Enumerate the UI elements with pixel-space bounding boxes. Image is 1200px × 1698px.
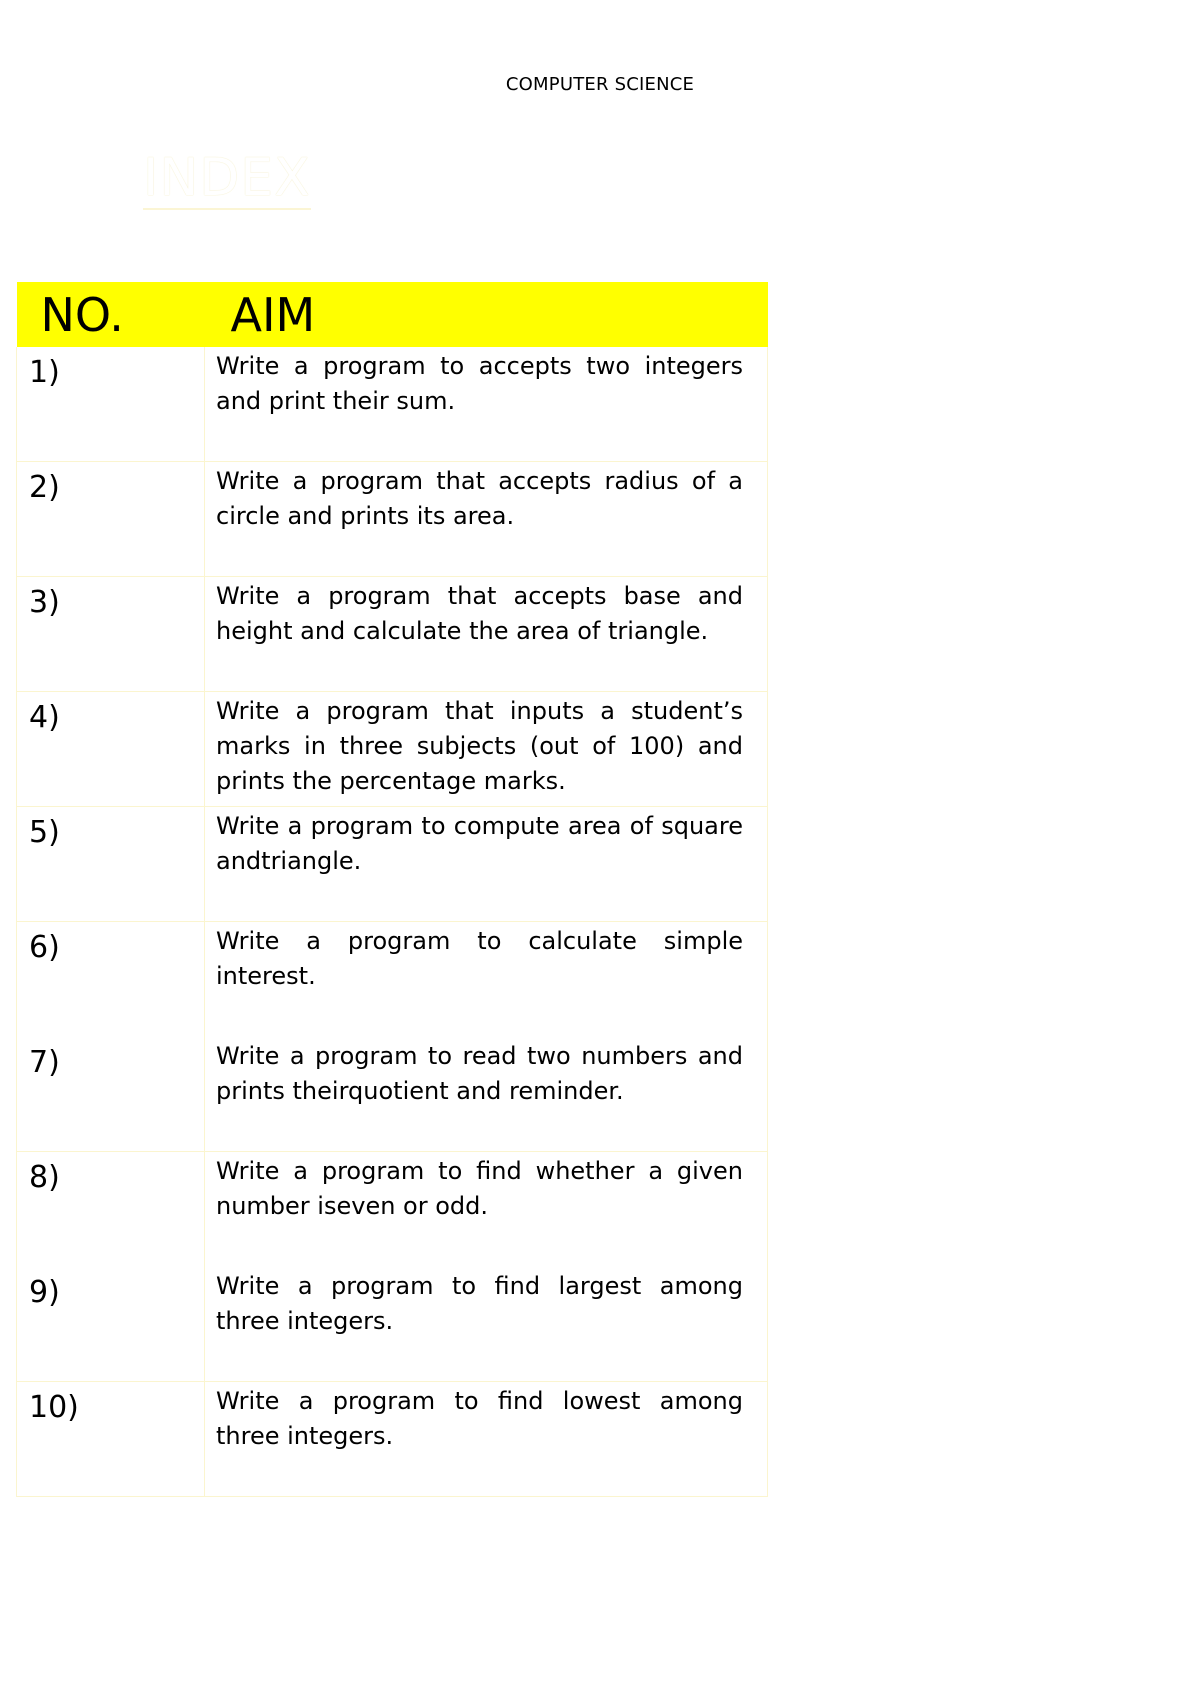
row-number: 3): [29, 585, 60, 620]
table-row: [17, 347, 768, 462]
table-row: [17, 692, 768, 807]
table-row: [17, 807, 768, 922]
table-header-row: [17, 282, 768, 347]
column-header-aim: AIM: [205, 282, 768, 347]
table-row: [17, 577, 768, 692]
row-aim: Write a program to calculate simple interest.: [216, 927, 743, 990]
row-number: 6): [29, 930, 60, 965]
row-aim: Write a program to find whether a given number iseven or odd.: [216, 1157, 743, 1220]
row-number-cell: [17, 1382, 205, 1497]
index-title: INDEX: [143, 148, 311, 208]
row-number: 8): [29, 1160, 60, 1195]
table-row: [17, 1267, 768, 1382]
row-aim-cell: [205, 577, 768, 692]
row-number-cell: [17, 807, 205, 922]
row-number: 7): [29, 1045, 60, 1080]
page-header: COMPUTER SCIENCE: [505, 74, 695, 95]
row-number: 1): [29, 355, 60, 390]
row-number-cell: [17, 692, 205, 807]
row-aim-cell: [205, 1152, 768, 1267]
row-aim-cell: [205, 807, 768, 922]
row-number-cell: [17, 1267, 205, 1382]
row-aim: Write a program to compute area of square andtriangle.: [216, 812, 743, 875]
row-aim-cell: [205, 1037, 768, 1152]
row-number: 2): [29, 470, 60, 505]
row-number-cell: [17, 347, 205, 462]
row-number: 9): [29, 1275, 60, 1310]
row-number: 4): [29, 700, 60, 735]
row-aim: Write a program that accepts radius of a circle and prints its area.: [216, 467, 743, 530]
table-row: [17, 922, 768, 1037]
row-number: 5): [29, 815, 60, 850]
row-aim: Write a program that inputs a student’s marks in three subjects (out of 100) and prints the percentage marks.: [216, 697, 743, 795]
row-aim-cell: [205, 462, 768, 577]
index-table: [16, 282, 768, 1497]
row-number-cell: [17, 922, 205, 1037]
row-number-cell: [17, 462, 205, 577]
row-aim: Write a program that accepts base and height and calculate the area of triangle.: [216, 582, 743, 645]
row-number-cell: [17, 1037, 205, 1152]
row-aim-cell: [205, 692, 768, 807]
row-aim-cell: [205, 347, 768, 462]
row-aim-cell: [205, 922, 768, 1037]
row-aim: Write a program to find largest among three integers.: [216, 1272, 743, 1335]
row-aim: Write a program to read two numbers and prints theirquotient and reminder.: [216, 1042, 743, 1105]
table-row: [17, 462, 768, 577]
row-aim-cell: [205, 1382, 768, 1497]
row-number-cell: [17, 577, 205, 692]
table-row: [17, 1382, 768, 1497]
row-aim: Write a program to find lowest among three integers.: [216, 1387, 743, 1450]
table-row: [17, 1152, 768, 1267]
row-number-cell: [17, 1152, 205, 1267]
table-row: [17, 1037, 768, 1152]
column-header-no: NO.: [17, 282, 205, 347]
row-aim: Write a program to accepts two integers and print their sum.: [216, 352, 743, 415]
row-number: 10): [29, 1390, 79, 1425]
row-aim-cell: [205, 1267, 768, 1382]
